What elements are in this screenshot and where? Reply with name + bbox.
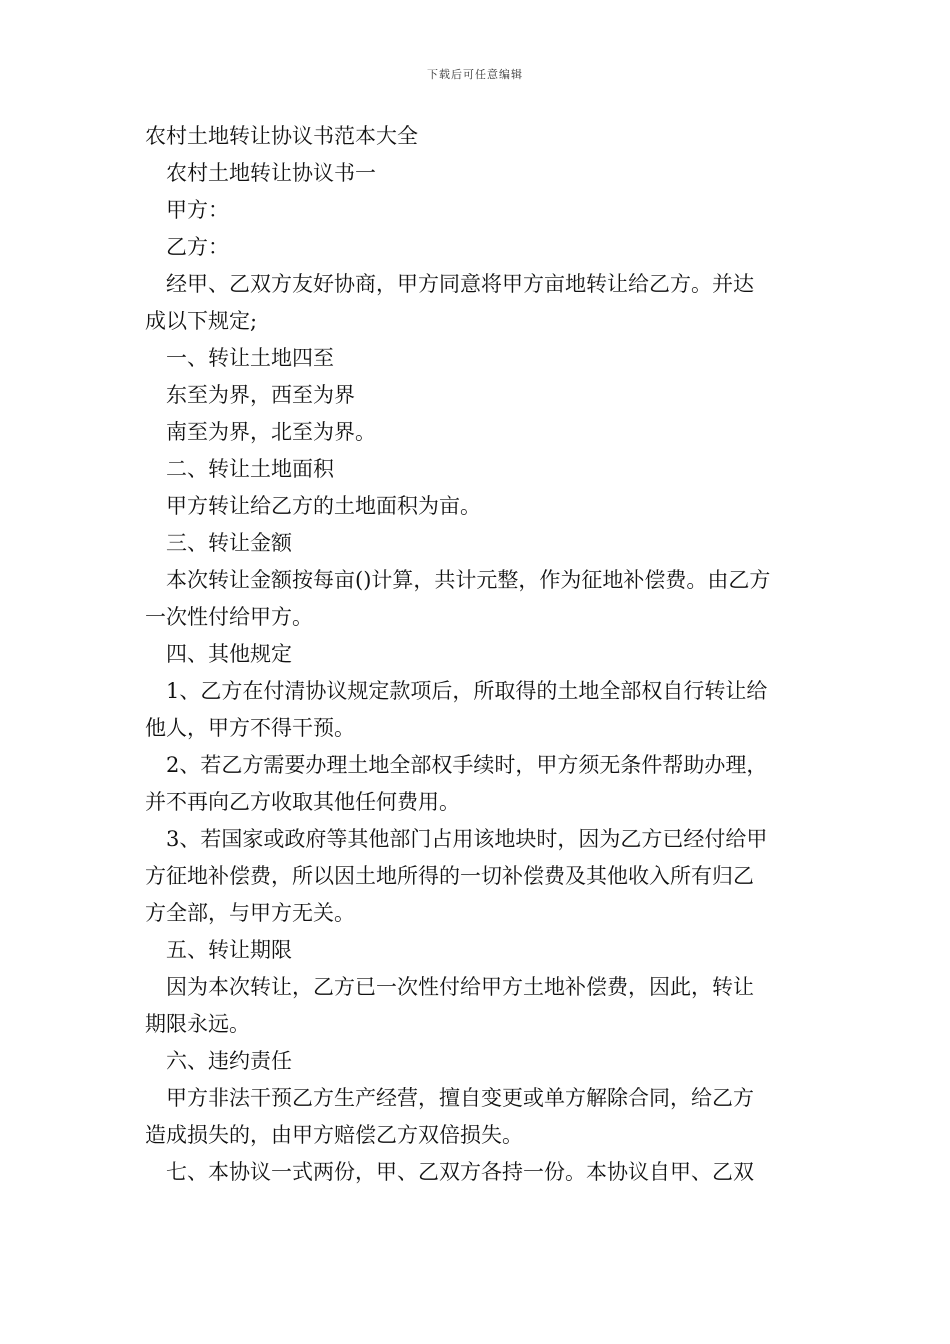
document-lines xyxy=(145,155,809,1191)
header-note: 下载后可任意编辑 xyxy=(427,68,523,81)
document-line: 东至为界，西至为界 xyxy=(166,383,355,407)
document-line: 方全部，与甲方无关。 xyxy=(145,901,355,925)
document-line: 甲方转让给乙方的土地面积为亩。 xyxy=(166,494,481,518)
document-line: 2、若乙方需要办理土地全部权手续时，甲方须无条件帮助办理， xyxy=(166,753,768,777)
document-line: 因为本次转让，乙方已一次性付给甲方土地补偿费，因此，转让 xyxy=(166,975,754,999)
document-line: 甲方非法干预乙方生产经营，擅自变更或单方解除合同，给乙方 xyxy=(166,1086,754,1110)
document-line: 他人，甲方不得干预。 xyxy=(145,716,355,740)
document-body xyxy=(145,118,809,1191)
document-line: 1、乙方在付清协议规定款项后，所取得的土地全部权自行转让给 xyxy=(166,679,768,703)
document-line: 甲方： xyxy=(166,198,229,222)
document-line: 期限永远。 xyxy=(145,1012,250,1036)
document-title: 农村土地转让协议书范本大全 xyxy=(145,124,418,148)
document-line: 方征地补偿费，所以因土地所得的一切补偿费及其他收入所有归乙 xyxy=(145,864,754,888)
document-line: 本次转让金额按每亩()计算，共计元整，作为征地补偿费。由乙方 xyxy=(166,568,771,592)
document-line: 六、违约责任 xyxy=(166,1049,292,1073)
document-line: 五、转让期限 xyxy=(166,938,292,962)
document-line: 七、本协议一式两份，甲、乙双方各持一份。本协议自甲、乙双 xyxy=(166,1160,754,1184)
document-line: 一次性付给甲方。 xyxy=(145,605,313,629)
document-line: 三、转让金额 xyxy=(166,531,292,555)
document-line: 一、转让土地四至 xyxy=(166,346,334,370)
document-line: 并不再向乙方收取其他任何费用。 xyxy=(145,790,460,814)
document-line: 成以下规定; xyxy=(145,309,258,333)
document-line: 造成损失的，由甲方赔偿乙方双倍损失。 xyxy=(145,1123,523,1147)
document-line: 四、其他规定 xyxy=(166,642,292,666)
document-line: 乙方： xyxy=(166,235,229,259)
document-line: 经甲、乙双方友好协商，甲方同意将甲方亩地转让给乙方。并达 xyxy=(166,272,754,296)
document-line: 3、若国家或政府等其他部门占用该地块时，因为乙方已经付给甲 xyxy=(166,827,768,851)
document-line: 南至为界，北至为界。 xyxy=(166,420,376,444)
document-line: 农村土地转让协议书一 xyxy=(166,161,376,185)
document-line: 二、转让土地面积 xyxy=(166,457,334,481)
